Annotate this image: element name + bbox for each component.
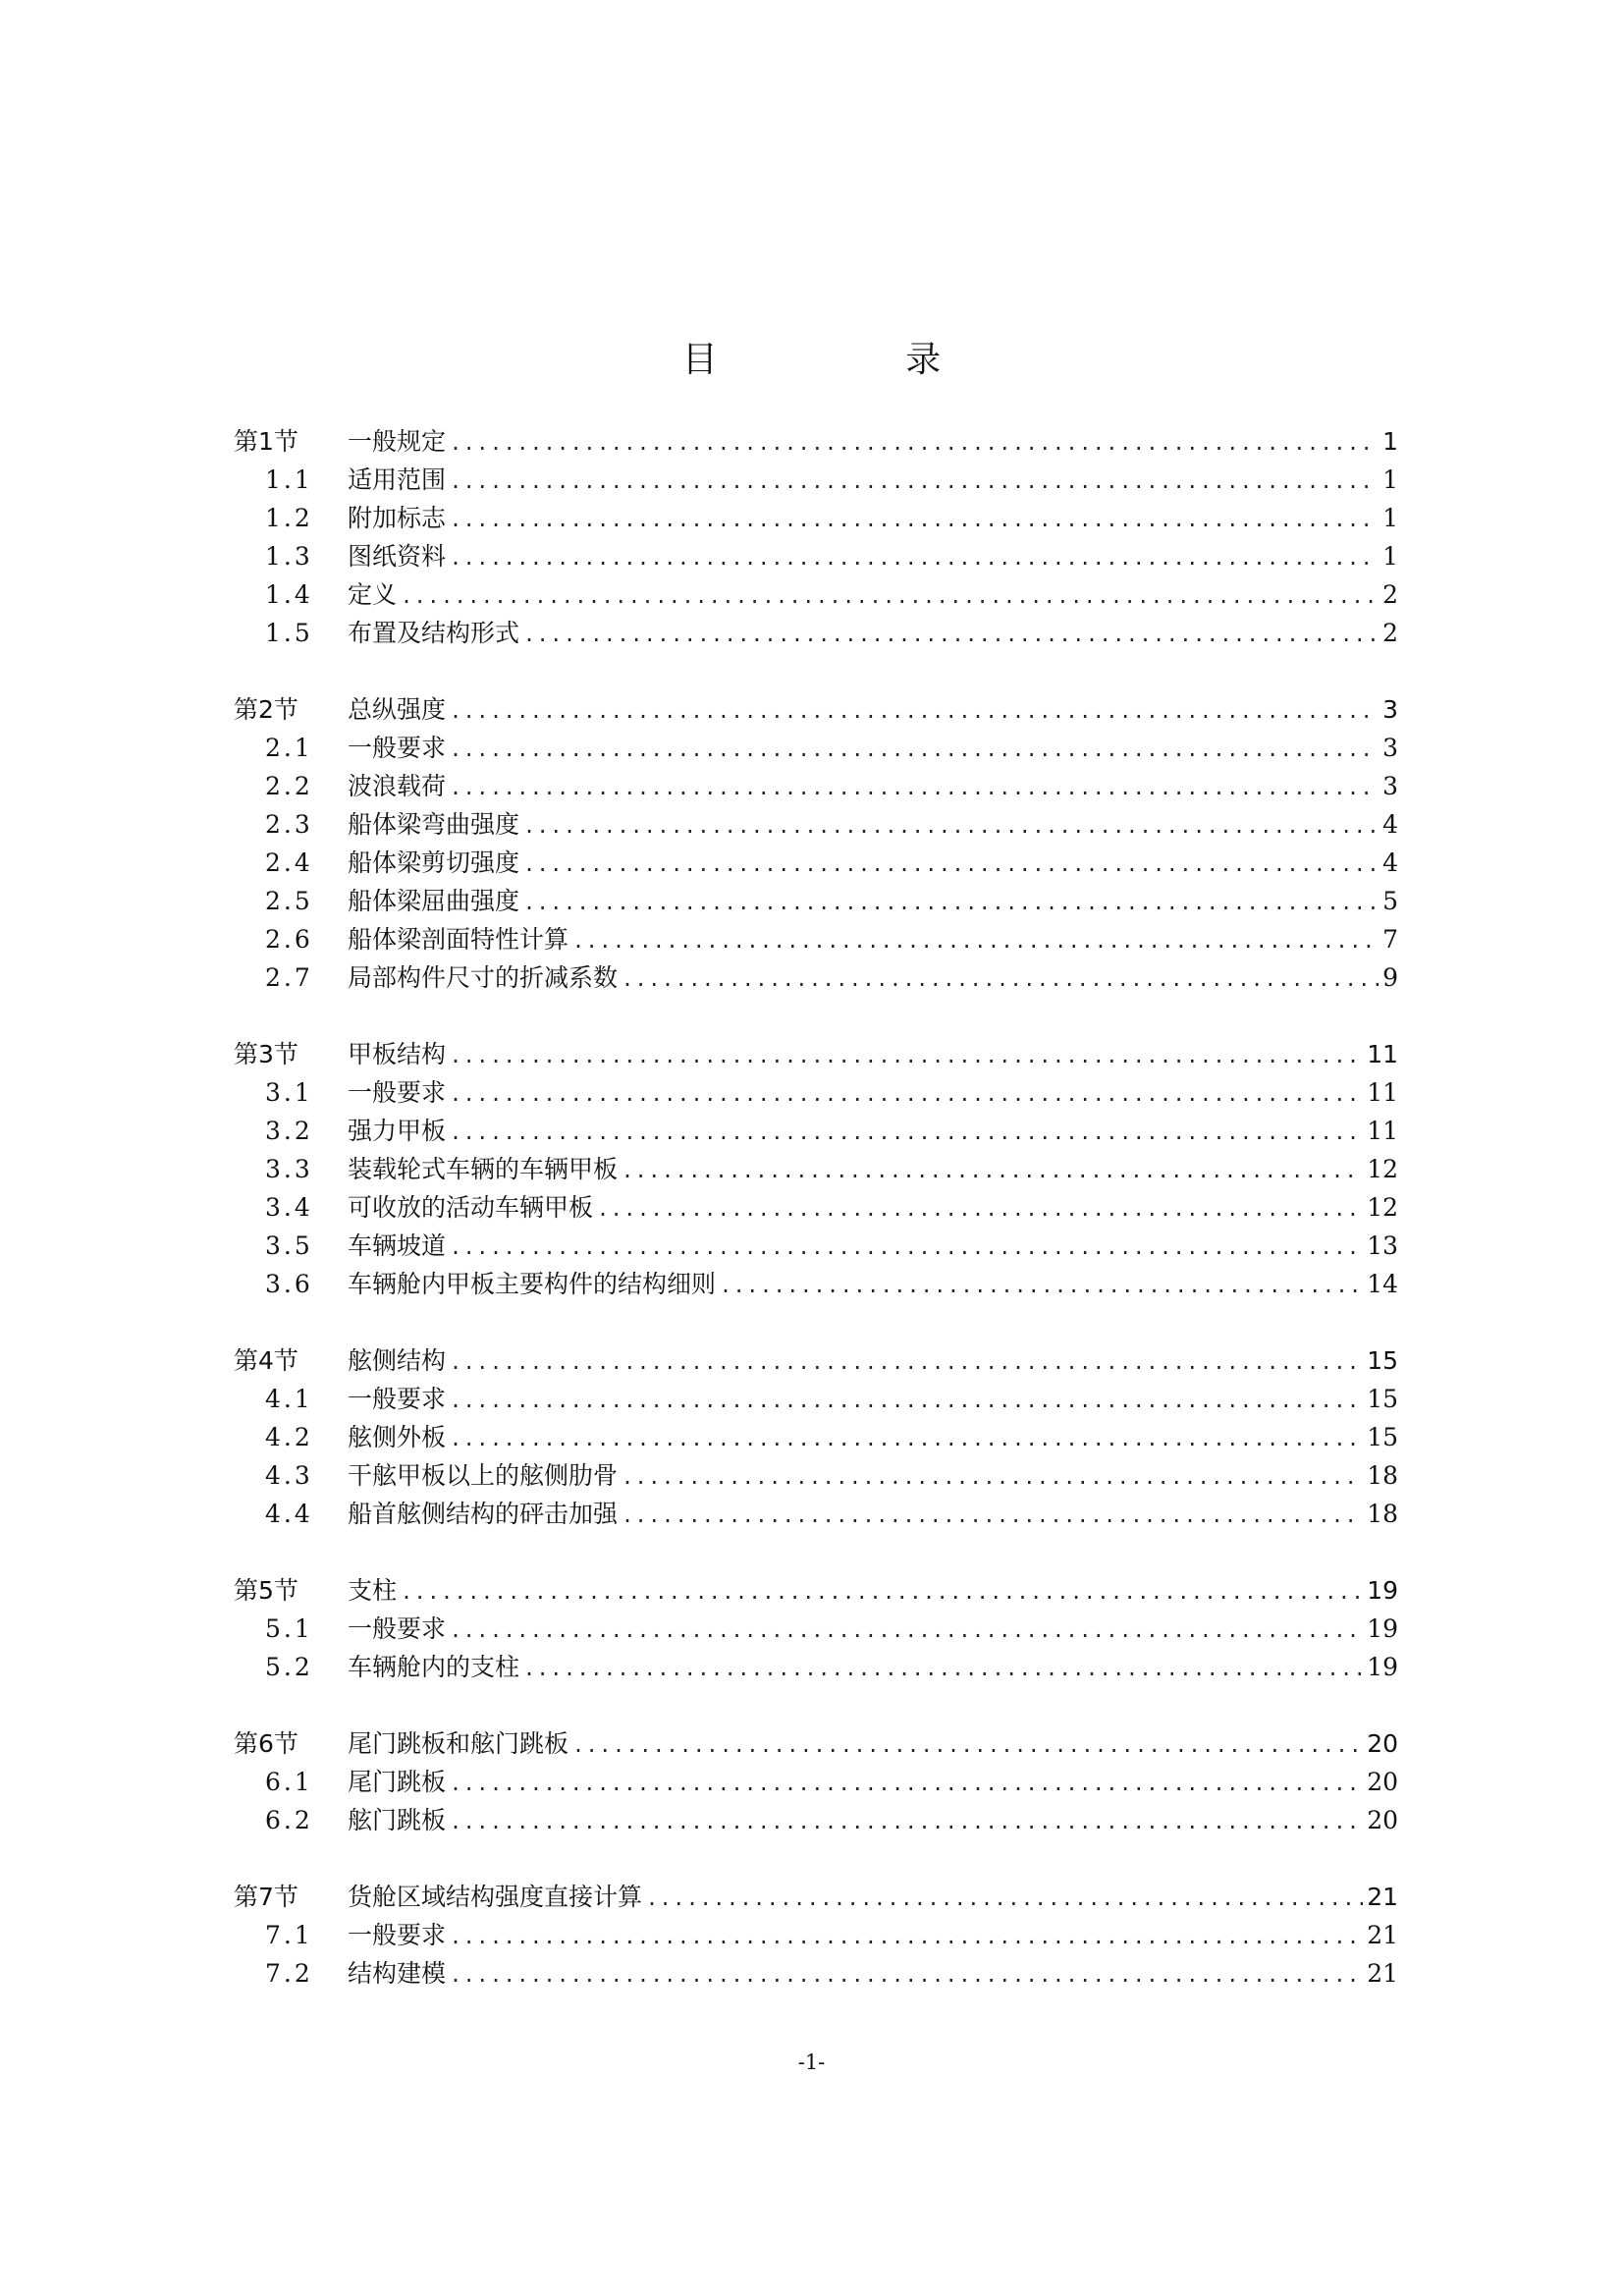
toc-section-heading[interactable] [234, 422, 1398, 461]
section-page-number: 19 [1367, 1576, 1398, 1605]
table-of-contents [234, 422, 1398, 2031]
entry-number: 3.5 [265, 1231, 313, 1260]
entry-title: 一般要求 [348, 1921, 447, 1949]
entry-number: 3.4 [265, 1193, 313, 1222]
toc-section [234, 1035, 1398, 1303]
dot-leader [523, 852, 1379, 876]
entry-title: 干舷甲板以上的舷侧肋骨 [348, 1461, 619, 1490]
entry-page-number: 19 [1367, 1614, 1398, 1643]
section-title: 支柱 [348, 1576, 398, 1605]
entry-page-number: 21 [1367, 1959, 1398, 1988]
dot-leader [622, 1465, 1363, 1489]
toc-entry[interactable] [234, 1916, 1398, 1954]
entry-number: 6.1 [265, 1768, 313, 1796]
entry-page-number: 1 [1382, 542, 1398, 571]
entry-page-number: 19 [1367, 1653, 1398, 1681]
entry-page-number: 15 [1367, 1423, 1398, 1451]
dot-leader [450, 1389, 1363, 1412]
toc-section-heading[interactable] [234, 1724, 1398, 1763]
entry-title: 可收放的活动车辆甲板 [348, 1193, 594, 1222]
dot-leader [450, 1235, 1363, 1259]
dot-leader [572, 1733, 1363, 1757]
section-title: 总纵强度 [348, 695, 447, 724]
entry-page-number: 2 [1382, 619, 1398, 647]
entry-number: 4.3 [265, 1461, 313, 1490]
entry-page-number: 4 [1382, 848, 1398, 877]
entry-number: 2.5 [265, 887, 313, 915]
entry-title: 舷侧外板 [348, 1423, 447, 1451]
entry-number: 1.2 [265, 504, 313, 532]
section-page-number: 1 [1382, 427, 1398, 456]
entry-title: 局部构件尺寸的折减系数 [348, 963, 619, 992]
toc-entry[interactable] [234, 1265, 1398, 1303]
entry-title: 结构建模 [348, 1959, 447, 1988]
entry-title: 船首舷侧结构的砰击加强 [348, 1500, 619, 1528]
entry-title: 适用范围 [348, 465, 447, 494]
dot-leader [523, 623, 1379, 646]
toc-entry[interactable] [234, 1954, 1398, 1993]
dot-leader [450, 1963, 1363, 1987]
entry-number: 2.4 [265, 848, 313, 877]
entry-number: 1.5 [265, 619, 313, 647]
entry-title: 定义 [348, 580, 398, 609]
entry-title: 车辆舱内的支柱 [348, 1653, 520, 1681]
entry-title: 强力甲板 [348, 1117, 447, 1145]
entry-page-number: 12 [1367, 1193, 1398, 1222]
section-number: 第1节 [234, 427, 298, 456]
dot-leader [572, 929, 1379, 953]
entry-page-number: 3 [1382, 734, 1398, 762]
toc-entry[interactable] [234, 461, 1398, 499]
section-page-number: 3 [1382, 695, 1398, 724]
toc-section [234, 690, 1398, 997]
entry-page-number: 20 [1367, 1768, 1398, 1796]
dot-leader [401, 584, 1379, 608]
dot-leader [523, 814, 1379, 838]
toc-section-heading[interactable] [234, 1571, 1398, 1610]
section-title: 甲板结构 [348, 1040, 447, 1068]
dot-leader [450, 1618, 1363, 1642]
dot-leader [597, 1197, 1363, 1221]
dot-leader [450, 508, 1379, 531]
section-number: 第4节 [234, 1346, 298, 1375]
section-title: 尾门跳板和舷门跳板 [348, 1729, 569, 1758]
toc-section-heading[interactable] [234, 690, 1398, 729]
entry-number: 3.2 [265, 1117, 313, 1145]
entry-title: 一般要求 [348, 734, 447, 762]
dot-leader [450, 1427, 1363, 1450]
dot-leader [622, 967, 1379, 991]
section-title: 货舱区域结构强度直接计算 [348, 1883, 643, 1911]
toc-entry[interactable] [234, 1763, 1398, 1801]
entry-title: 图纸资料 [348, 542, 447, 571]
dot-leader [450, 431, 1379, 455]
entry-number: 4.1 [265, 1385, 313, 1413]
dot-leader [622, 1159, 1363, 1182]
entry-page-number: 11 [1367, 1117, 1398, 1145]
toc-entry[interactable] [234, 1150, 1398, 1188]
toc-entry[interactable] [234, 1227, 1398, 1265]
toc-section [234, 422, 1398, 652]
entry-page-number: 13 [1367, 1231, 1398, 1260]
section-number: 第6节 [234, 1729, 298, 1758]
entry-number: 6.2 [265, 1806, 313, 1834]
toc-entry[interactable] [234, 1648, 1398, 1686]
entry-page-number: 1 [1382, 504, 1398, 532]
toc-entry[interactable] [234, 1112, 1398, 1150]
entry-page-number: 21 [1367, 1921, 1398, 1949]
dot-leader [450, 699, 1379, 723]
toc-section-heading[interactable] [234, 1878, 1398, 1916]
entry-number: 3.1 [265, 1078, 313, 1107]
entry-title: 一般要求 [348, 1385, 447, 1413]
entry-number: 7.1 [265, 1921, 313, 1949]
entry-title: 船体梁剖面特性计算 [348, 925, 569, 954]
toc-section [234, 1341, 1398, 1533]
dot-leader [450, 1925, 1363, 1948]
entry-number: 4.2 [265, 1423, 313, 1451]
toc-entry[interactable] [234, 537, 1398, 575]
dot-leader [450, 1082, 1363, 1106]
entry-number: 1.3 [265, 542, 313, 571]
entry-page-number: 15 [1367, 1385, 1398, 1413]
toc-entry[interactable] [234, 805, 1398, 844]
toc-entry[interactable] [234, 729, 1398, 767]
dot-leader [450, 738, 1379, 761]
entry-number: 2.7 [265, 963, 313, 992]
entry-page-number: 4 [1382, 810, 1398, 839]
toc-entry[interactable] [234, 882, 1398, 920]
entry-title: 附加标志 [348, 504, 447, 532]
entry-number: 1.1 [265, 465, 313, 494]
toc-entry[interactable] [234, 844, 1398, 882]
section-title: 一般规定 [348, 427, 447, 456]
dot-leader [450, 1810, 1363, 1833]
dot-leader [622, 1503, 1363, 1527]
toc-entry[interactable] [234, 1380, 1398, 1418]
toc-section-heading[interactable] [234, 1341, 1398, 1380]
entry-title: 尾门跳板 [348, 1768, 447, 1796]
entry-title: 装载轮式车辆的车辆甲板 [348, 1155, 619, 1183]
page-number-footer: -1- [797, 2050, 826, 2074]
entry-title: 一般要求 [348, 1614, 447, 1643]
section-page-number: 15 [1367, 1346, 1398, 1375]
entry-number: 3.3 [265, 1155, 313, 1183]
toc-entry[interactable] [234, 614, 1398, 652]
toc-entry[interactable] [234, 1073, 1398, 1112]
entry-page-number: 14 [1367, 1270, 1398, 1298]
toc-entry[interactable] [234, 920, 1398, 958]
entry-page-number: 3 [1382, 772, 1398, 800]
toc-entry[interactable] [234, 575, 1398, 614]
toc-section [234, 1571, 1398, 1686]
section-page-number: 11 [1367, 1040, 1398, 1068]
section-number: 第7节 [234, 1883, 298, 1911]
dot-leader [450, 1044, 1363, 1067]
entry-number: 3.6 [265, 1270, 313, 1298]
section-title: 舷侧结构 [348, 1346, 447, 1375]
toc-entry[interactable] [234, 499, 1398, 537]
entry-number: 5.2 [265, 1653, 313, 1681]
entry-number: 7.2 [265, 1959, 313, 1988]
entry-title: 一般要求 [348, 1078, 447, 1107]
entry-title: 舷门跳板 [348, 1806, 447, 1834]
entry-page-number: 12 [1367, 1155, 1398, 1183]
entry-number: 2.3 [265, 810, 313, 839]
dot-leader [720, 1274, 1363, 1297]
entry-page-number: 5 [1382, 887, 1398, 915]
entry-number: 2.1 [265, 734, 313, 762]
entry-number: 5.1 [265, 1614, 313, 1643]
section-page-number: 20 [1367, 1729, 1398, 1758]
entry-title: 船体梁剪切强度 [348, 848, 520, 877]
entry-number: 4.4 [265, 1500, 313, 1528]
entry-title: 车辆舱内甲板主要构件的结构细则 [348, 1270, 717, 1298]
entry-page-number: 18 [1367, 1461, 1398, 1490]
entry-number: 2.2 [265, 772, 313, 800]
entry-title: 车辆坡道 [348, 1231, 447, 1260]
section-number: 第5节 [234, 1576, 298, 1605]
dot-leader [450, 1772, 1363, 1795]
entry-page-number: 1 [1382, 465, 1398, 494]
toc-entry[interactable] [234, 1418, 1398, 1456]
dot-leader [450, 1350, 1363, 1374]
entry-title: 布置及结构形式 [348, 619, 520, 647]
entry-page-number: 11 [1367, 1078, 1398, 1107]
dot-leader [450, 776, 1379, 799]
entry-number: 1.4 [265, 580, 313, 609]
toc-entry[interactable] [234, 958, 1398, 997]
toc-entry[interactable] [234, 1495, 1398, 1533]
toc-entry[interactable] [234, 1456, 1398, 1495]
entry-page-number: 2 [1382, 580, 1398, 609]
toc-section-heading[interactable] [234, 1035, 1398, 1073]
entry-page-number: 20 [1367, 1806, 1398, 1834]
section-page-number: 21 [1367, 1883, 1398, 1911]
dot-leader [646, 1886, 1363, 1910]
entry-page-number: 9 [1382, 963, 1398, 992]
entry-number: 2.6 [265, 925, 313, 954]
page-title: 目 录 [681, 340, 1030, 380]
dot-leader [450, 1121, 1363, 1144]
dot-leader [450, 546, 1379, 570]
dot-leader [450, 469, 1379, 493]
toc-section [234, 1724, 1398, 1839]
toc-entry[interactable] [234, 1801, 1398, 1839]
entry-page-number: 7 [1382, 925, 1398, 954]
dot-leader [523, 1657, 1363, 1680]
entry-page-number: 18 [1367, 1500, 1398, 1528]
section-number: 第2节 [234, 695, 298, 724]
entry-title: 船体梁弯曲强度 [348, 810, 520, 839]
section-number: 第3节 [234, 1040, 298, 1068]
toc-section [234, 1878, 1398, 1993]
dot-leader [523, 891, 1379, 914]
entry-title: 波浪载荷 [348, 772, 447, 800]
entry-title: 船体梁屈曲强度 [348, 887, 520, 915]
dot-leader [401, 1580, 1363, 1604]
toc-entry[interactable] [234, 1610, 1398, 1648]
toc-entry[interactable] [234, 767, 1398, 805]
toc-entry[interactable] [234, 1188, 1398, 1227]
